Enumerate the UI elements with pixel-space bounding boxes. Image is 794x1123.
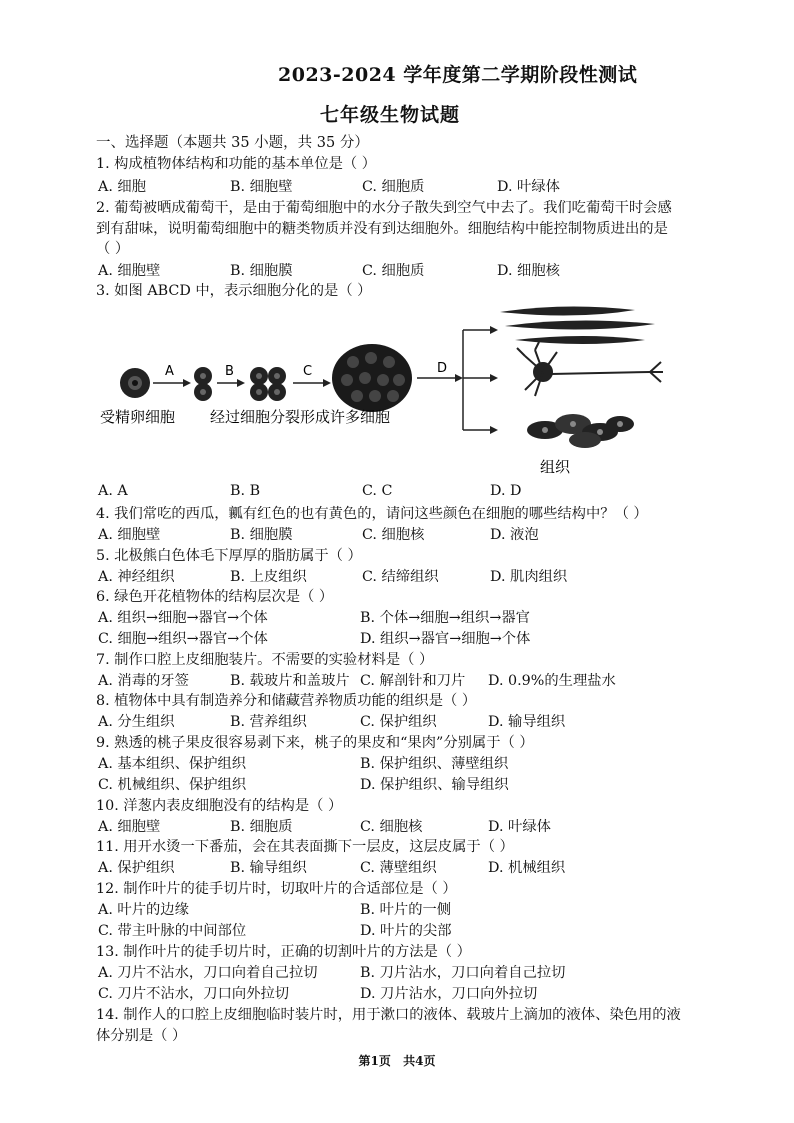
q4-option-c: C. 细胞核 — [362, 527, 425, 543]
two-cell-stage — [194, 367, 212, 401]
q4-option-d: D. 液泡 — [490, 527, 539, 543]
q12-option-a: A. 叶片的边缘 — [98, 902, 189, 918]
q13-option-c: C. 刀片不沾水，刀口向外拉切 — [98, 986, 290, 1002]
q4-option-a: A. 细胞壁 — [98, 527, 161, 543]
q12-option-c: C. 带主叶脉的中间部位 — [98, 923, 247, 939]
q10-option-d: D. 叶绿体 — [488, 819, 551, 835]
q13-option-a: A. 刀片不沾水，刀口向着自己拉切 — [98, 965, 318, 981]
q2-option-c: C. 细胞质 — [362, 263, 425, 279]
q5-option-c: C. 结缔组织 — [362, 569, 439, 585]
arrow-b-label: B — [225, 364, 234, 379]
four-cell-stage — [250, 367, 286, 401]
q11-option-a: A. 保护组织 — [98, 860, 175, 876]
q13-option-b: B. 刀片沾水，刀口向着自己拉切 — [360, 965, 566, 981]
q8-option-d: D. 输导组织 — [488, 714, 566, 730]
epithelial-tissue — [527, 414, 634, 448]
question-3: 3. 如图 ABCD 中，表示细胞分化的是（ ） — [96, 283, 372, 299]
page-number: 第1页 — [358, 1054, 391, 1068]
question-4: 4. 我们常吃的西瓜，瓤有红色的也有黄色的，请问这些颜色在细胞的哪些结构中？（ ） — [96, 506, 648, 522]
question-7: 7. 制作口腔上皮细胞装片。不需要的实验材料是（ ） — [96, 652, 434, 668]
cell-differentiation-figure — [95, 300, 685, 485]
question-14-line-1: 14. 制作人的口腔上皮细胞临时装片时，用于漱口的液体、载玻片上滴加的液体、染色用的液 — [96, 1007, 681, 1023]
cell-mass — [332, 344, 412, 412]
q7-option-a: A. 消毒的牙签 — [98, 673, 189, 689]
arrow-d-label: D — [437, 361, 448, 376]
fertilized-egg-cell — [120, 368, 150, 398]
exam-subtitle: 七年级生物试题 — [320, 104, 461, 126]
q7-option-b: B. 载玻片和盖玻片 — [230, 673, 350, 689]
arrow-c-label: C — [303, 364, 313, 379]
q12-option-d: D. 叶片的尖部 — [360, 923, 452, 939]
q1-option-d: D. 叶绿体 — [497, 179, 560, 195]
q2-option-a: A. 细胞壁 — [98, 263, 161, 279]
question-5: 5. 北极熊白色体毛下厚厚的脂肪属于（ ） — [96, 548, 362, 564]
q2-option-d: D. 细胞核 — [497, 263, 560, 279]
arrow-c — [293, 364, 331, 387]
muscle-tissue — [500, 306, 655, 344]
q5-option-b: B. 上皮组织 — [230, 569, 307, 585]
question-13: 13. 制作叶片的徒手切片时，正确的切割叶片的方法是（ ） — [96, 944, 471, 960]
q11-option-c: C. 薄壁组织 — [360, 860, 437, 876]
q3-option-c: C. C — [362, 483, 393, 499]
arrow-d — [417, 326, 498, 434]
q2-option-b: B. 细胞膜 — [230, 263, 293, 279]
q6-option-a: A. 组织→细胞→器官→个体 — [98, 610, 268, 626]
q12-option-b: B. 叶片的一侧 — [360, 902, 452, 918]
q10-option-c: C. 细胞核 — [360, 819, 423, 835]
cell-division-label: 经过细胞分裂形成许多细胞 — [210, 408, 391, 426]
q9-option-b: B. 保护组织、薄壁组织 — [360, 756, 509, 772]
q11-option-b: B. 输导组织 — [230, 860, 307, 876]
q5-option-d: D. 肌肉组织 — [490, 569, 568, 585]
q8-option-a: A. 分生组织 — [98, 714, 175, 730]
q10-option-b: B. 细胞质 — [230, 819, 293, 835]
question-10: 10. 洋葱内表皮细胞没有的结构是（ ） — [96, 798, 343, 814]
page-total: 共4页 — [403, 1054, 436, 1068]
nerve-tissue — [517, 342, 663, 396]
arrow-a — [153, 364, 191, 387]
q3-option-d: D. D — [490, 483, 522, 499]
question-2-line-1: 2. 葡萄被晒成葡萄干，是由于葡萄细胞中的水分子散失到空气中去了。我们吃葡萄干时会感 — [96, 200, 672, 216]
q9-option-d: D. 保护组织、输导组织 — [360, 777, 509, 793]
q7-option-c: C. 解剖针和刀片 — [360, 673, 466, 689]
question-1: 1. 构成植物体结构和功能的基本单位是（ ） — [96, 156, 377, 172]
q6-option-d: D. 组织→器官→细胞→个体 — [360, 631, 531, 647]
q9-option-c: C. 机械组织、保护组织 — [98, 777, 247, 793]
q6-option-c: C. 细胞→组织→器官→个体 — [98, 631, 268, 647]
question-2-line-3: （ ） — [96, 241, 130, 257]
arrow-b — [217, 364, 245, 387]
question-11: 11. 用开水烫一下番茄，会在其表面撕下一层皮，这层皮属于（ ） — [96, 839, 514, 855]
question-9: 9. 熟透的桃子果皮很容易剥下来，桃子的果皮和“果肉”分别属于（ ） — [96, 735, 534, 751]
section-heading: 一、选择题（本题共 35 小题，共 35 分） — [96, 135, 369, 151]
page-footer — [0, 1052, 794, 1069]
q9-option-a: A. 基本组织、保护组织 — [98, 756, 247, 772]
q7-option-d: D. 0.9%的生理盐水 — [488, 673, 616, 689]
question-6: 6. 绿色开花植物体的结构层次是（ ） — [96, 589, 334, 605]
q1-option-b: B. 细胞壁 — [230, 179, 293, 195]
question-14-line-2: 体分别是（ ） — [96, 1028, 187, 1044]
tissue-label: 组织 — [540, 458, 571, 476]
q6-option-b: B. 个体→细胞→组织→器官 — [360, 610, 530, 626]
q8-option-c: C. 保护组织 — [360, 714, 437, 730]
question-8: 8. 植物体中具有制造养分和储藏营养物质功能的组织是（ ） — [96, 693, 477, 709]
q3-option-a: A. A — [98, 483, 128, 499]
q13-option-d: D. 刀片沾水，刀口向外拉切 — [360, 986, 538, 1002]
q3-option-b: B. B — [230, 483, 261, 499]
exam-title: 2023-2024 学年度第二学期阶段性测试 — [278, 64, 638, 86]
q11-option-d: D. 机械组织 — [488, 860, 566, 876]
q10-option-a: A. 细胞壁 — [98, 819, 161, 835]
arrow-a-label: A — [165, 364, 174, 379]
q8-option-b: B. 营养组织 — [230, 714, 307, 730]
q1-option-a: A. 细胞 — [98, 179, 147, 195]
fertilized-egg-label: 受精卵细胞 — [100, 408, 176, 426]
question-12: 12. 制作叶片的徒手切片时，切取叶片的合适部位是（ ） — [96, 881, 457, 897]
q1-option-c: C. 细胞质 — [362, 179, 425, 195]
q5-option-a: A. 神经组织 — [98, 569, 175, 585]
question-2-line-2: 到有甜味，说明葡萄细胞中的糖类物质并没有到达细胞外。细胞结构中能控制物质进出的是 — [96, 221, 668, 237]
q4-option-b: B. 细胞膜 — [230, 527, 293, 543]
